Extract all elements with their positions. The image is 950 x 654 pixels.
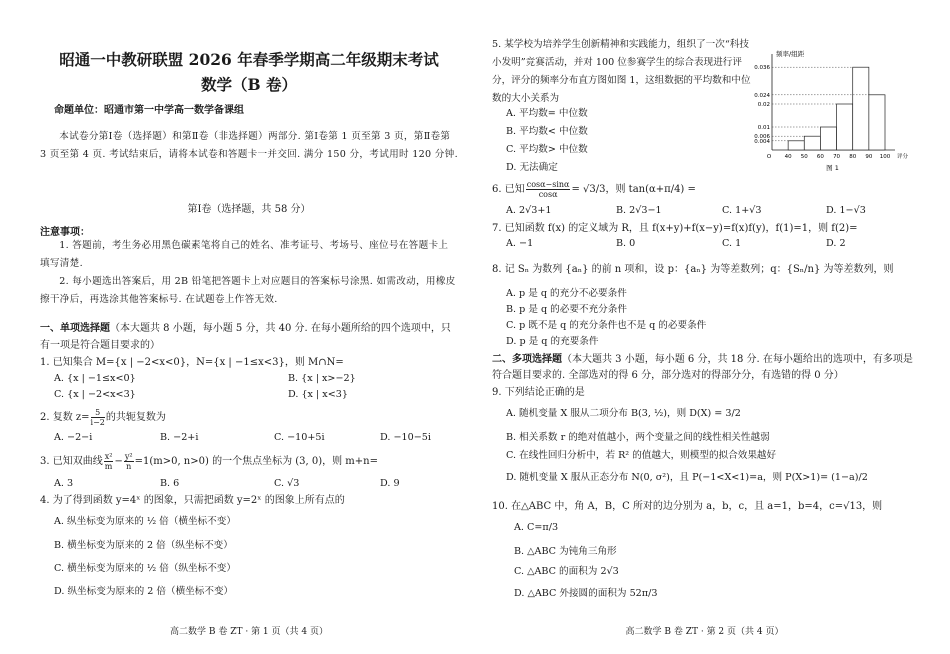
q6-option-c: C. 1+√3 — [722, 205, 762, 216]
q2-prefix: 2. 复数 z= — [40, 412, 90, 423]
histogram-bar — [869, 95, 885, 150]
q10-option-a: A. C=π/3 — [514, 522, 559, 533]
q3-option-a: A. 3 — [54, 478, 74, 489]
x-tick-label: 70 — [833, 154, 841, 160]
y-tick-label: 0.01 — [757, 125, 770, 131]
question-5: 5. 某学校为培养学生创新精神和实践能力，组织了一次“科技小发明”竞赛活动，并对 100 位参赛学生的综合表现进行评分，评分的频率分布直方图如图 1，这组数据的平均数和中位数的大小关系为 — [492, 39, 751, 104]
q6-prefix: 6. 已知 — [492, 184, 525, 195]
question-9: 9. 下列结论正确的是 — [492, 387, 585, 398]
q8-option-d: D. p 是 q 的充要条件 — [506, 336, 599, 347]
part2-heading — [492, 352, 917, 384]
q4-option-b: B. 横坐标变为原来的 2 倍（纵坐标不变） — [54, 540, 233, 551]
y-tick-label: 0.036 — [754, 65, 770, 72]
x-axis-label: 评分 — [897, 154, 909, 160]
x-tick-label: 40 — [784, 154, 792, 160]
histogram-bar — [788, 141, 804, 150]
q2-suffix: 的共轭复数为 — [105, 412, 166, 423]
q6-numerator: cosα−sinα — [526, 180, 570, 189]
q5-option-d: D. 无法确定 — [506, 162, 558, 173]
page-footer-2: 高二数学 B 卷 ZT · 第 2 页（共 4 页） — [625, 627, 784, 637]
notice-item-1: 1. 答题前，考生务必用黑色碳素笔将自己的姓名、准考证号、考场号、座位号在答题卡上填写清楚. — [40, 240, 449, 269]
histogram-bar — [853, 67, 869, 150]
histogram-bar — [837, 104, 853, 150]
notice-title: 注意事项： — [40, 227, 90, 238]
histogram-figure-1 — [752, 48, 912, 173]
histogram-bar — [820, 127, 836, 150]
x-tick-label: 90 — [865, 154, 873, 160]
q6-option-a: A. 2√3+1 — [506, 205, 552, 216]
histogram-bar — [804, 136, 820, 150]
x-tick-label: 50 — [800, 154, 808, 160]
q4-option-a: A. 纵坐标变为原来的 ½ 倍（横坐标不变） — [54, 516, 236, 527]
page-footer-1: 高二数学 B 卷 ZT · 第 1 页（共 4 页） — [170, 627, 328, 637]
q1-option-c: C. {x | −2<x<3} — [54, 389, 136, 400]
q9-option-b: B. 相关系数 r 的绝对值越小，两个变量之间的线性相关性越弱 — [506, 432, 770, 443]
q7-option-b: B. 0 — [616, 238, 636, 249]
q3-prefix: 3. 已知双曲线 — [40, 456, 103, 467]
q3-suffix: =1(m>0, n>0) 的一个焦点坐标为 (3, 0)，则 m+n= — [134, 456, 378, 467]
q6-fraction — [526, 180, 571, 199]
q4-option-c: C. 横坐标变为原来的 ½ 倍（纵坐标不变） — [54, 563, 236, 574]
q2-denominator: i−2 — [90, 418, 105, 427]
q8-option-c: C. p 既不是 q 的充分条件也不是 q 的必要条件 — [506, 320, 707, 331]
part2-head: 二、多项选择题 — [492, 354, 562, 365]
q8-option-b: B. p 是 q 的必要不充分条件 — [506, 304, 627, 315]
question-2 — [40, 408, 166, 427]
q9-option-d: D. 随机变量 X 服从正态分布 N(0, σ²)，且 P(−1<X<1)=a，则 P(X>1)= (1−a)/2 — [506, 472, 868, 483]
q4-option-d: D. 纵坐标变为原来的 2 倍（横坐标不变） — [54, 586, 234, 597]
q7-option-c: C. 1 — [722, 238, 742, 249]
q3-option-b: B. 6 — [160, 478, 180, 489]
q6-option-b: B. 2√3−1 — [616, 205, 662, 216]
q7-option-a: A. −1 — [506, 238, 534, 249]
q2-fraction — [91, 408, 105, 427]
q5-option-c: C. 平均数> 中位数 — [506, 144, 588, 155]
x-tick-label: 100 — [879, 154, 891, 160]
question-4: 4. 为了得到函数 y=4ˣ 的图象，只需把函数 y=2ˣ 的图象上所有点的 — [40, 495, 345, 506]
exam-subtitle: 数学（B 卷） — [201, 75, 297, 94]
q10-option-c: C. △ABC 的面积为 2√3 — [514, 566, 619, 577]
section1-title: 第Ⅰ卷（选择题，共 58 分） — [187, 204, 311, 215]
intro-paragraph: 本试卷分第Ⅰ卷（选择题）和第Ⅱ卷（非选择题）两部分. 第Ⅰ卷第 1 页至第 3 页，第Ⅱ卷第 3 页至第 4 页. 考试结束后，请将本试卷和答题卡一并交回. 满分 150 分，考试用时 120 分钟. — [40, 131, 458, 160]
q1-option-a: A. {x | −1≤x<0} — [54, 373, 136, 384]
q3-option-c: C. √3 — [274, 478, 300, 489]
left-page — [40, 0, 458, 654]
q9-option-c: C. 在线性回归分析中，若 R² 的值越大，则模型的拟合效果越好 — [506, 450, 777, 461]
q2-option-a: A. −2−i — [54, 432, 93, 443]
notice-item-2: 2. 每小题选出答案后，用 2B 铅笔把答题卡上对应题目的答案标号涂黑. 如需改动，用橡皮擦干净后，再选涂其他答案标号. 在试题卷上作答无效. — [40, 276, 456, 305]
author-unit: 命题单位：昭通市第一中学高一数学备课组 — [54, 105, 244, 116]
q3-frac-y: $\frac{\text{y²}}{n}$ — [124, 452, 133, 471]
y-axis-label: 频率/组距 — [776, 50, 805, 58]
q3-frac-x: $\frac{\text{x²}}{m}$ — [104, 452, 113, 471]
q2-option-b: B. −2+i — [160, 432, 199, 443]
x-tick-label: O — [766, 154, 772, 160]
y-tick-label: 0.024 — [754, 92, 770, 99]
q5-option-a: A. 平均数= 中位数 — [506, 108, 588, 119]
part2-desc: （本大题共 3 小题，每小题 6 分，共 18 分. 在每小题给出的选项中，有多项是符合题目要求的. 全部选对的得 6 分，部分选对的得部分分，有选错的得 0 分） — [492, 354, 913, 381]
part1-heading — [40, 320, 458, 354]
y-tick-label: 0.02 — [757, 102, 770, 108]
y-tick-label: 0.006 — [754, 134, 770, 141]
q3-option-d: D. 9 — [380, 478, 400, 489]
question-7: 7. 已知函数 f(x) 的定义域为 R，且 f(x+y)+f(x−y)=f(x)f(y)，f(1)=1，则 f(2)= — [492, 223, 858, 234]
q2-option-d: D. −10−5i — [380, 432, 431, 443]
x-tick-label: 80 — [849, 154, 857, 160]
q6-denominator: cosα — [538, 190, 558, 199]
q2-option-c: C. −10+5i — [274, 432, 325, 443]
question-1: 1. 已知集合 M={x | −2<x<0}，N={x | −1≤x<3}，则 M∩N= — [40, 357, 344, 368]
q6-option-d: D. 1−√3 — [826, 205, 866, 216]
x-tick-label: 60 — [816, 154, 824, 160]
q5-option-b: B. 平均数< 中位数 — [506, 126, 588, 137]
question-10: 10. 在△ABC 中，角 A，B，C 所对的边分别为 a，b，c，且 a=1，b=4，c=√13，则 — [492, 501, 883, 512]
question-6 — [492, 180, 696, 199]
q10-option-b: B. △ABC 为钝角三角形 — [514, 546, 617, 557]
part1-desc: （本大题共 8 小题，每小题 5 分，共 40 分. 在每小题所给的四个选项中，只有一项是符合题目要求的） — [40, 323, 451, 351]
q9-option-a: A. 随机变量 X 服从二项分布 B(3, ½)，则 D(X) = 3/2 — [506, 408, 741, 419]
question-8: 8. 记 Sₙ 为数列 {aₙ} 的前 n 项和，设 p：{aₙ} 为等差数列；q：{Sₙ/n} 为等差数列，则 — [492, 264, 894, 275]
q1-option-d: D. {x | x<3} — [288, 389, 348, 400]
figure-caption: 图 1 — [826, 164, 839, 172]
q7-option-d: D. 2 — [826, 238, 846, 249]
right-page — [492, 0, 917, 654]
q10-option-d: D. △ABC 外接圆的面积为 52π/3 — [514, 588, 658, 599]
q2-numerator: 5 — [91, 408, 105, 418]
y-tick-label: 0.004 — [754, 138, 770, 145]
q8-option-a: A. p 是 q 的充分不必要条件 — [506, 288, 627, 299]
q1-option-b: B. {x | x>−2} — [288, 373, 356, 384]
question-3: 3. 已知双曲线 $\frac{\text{x²}}{m}$ − $\frac{\text{y²}}{n}$ =1(m>0, n>0) 的一个焦点坐标为 (3, 0)，则 m+n= — [40, 452, 378, 471]
part1-head: 一、单项选择题 — [40, 323, 110, 334]
exam-title: 昭通一中教研联盟 2026 年春季学期高二年级期末考试 — [59, 50, 439, 69]
q6-suffix: = √3/3，则 tan(α+π/4) = — [571, 184, 696, 195]
